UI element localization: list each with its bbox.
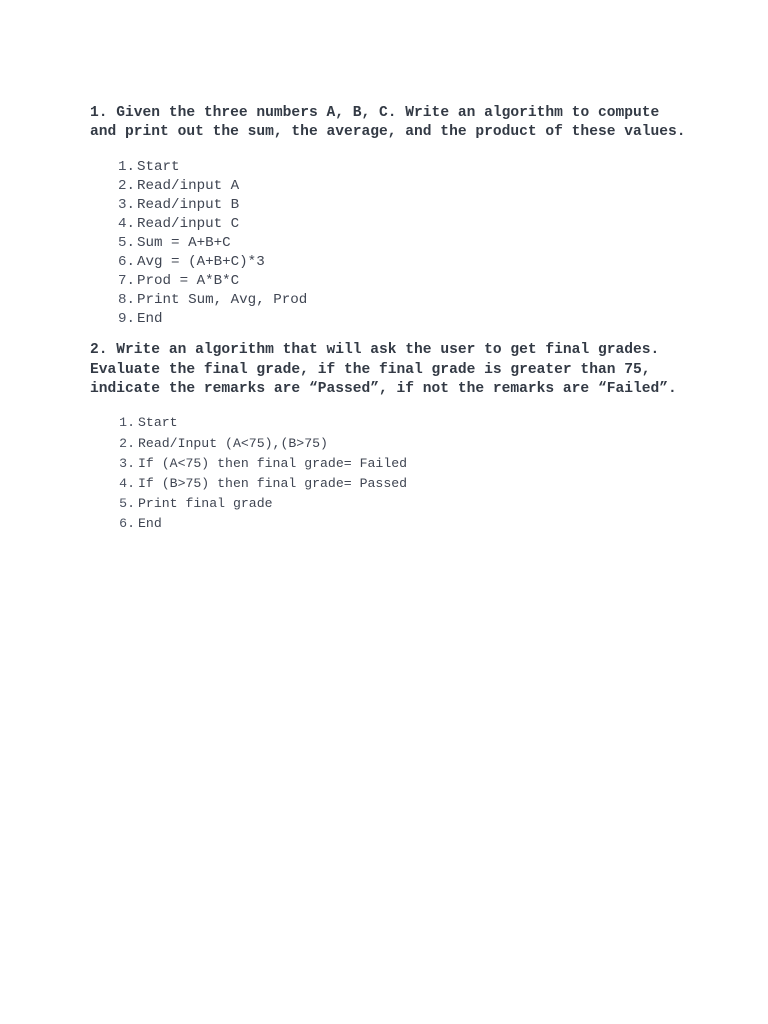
- step-text: If (A<75) then final grade= Failed: [138, 455, 408, 471]
- list-item: [90, 494, 690, 514]
- list-item: [90, 253, 690, 272]
- question-2-text: Write an algorithm that will ask the user to get final grades. Evaluate the final grade, if the final grade is greater than 75, indicate the remarks are “Passed”, if not the remarks are “Failed”.: [90, 342, 677, 398]
- step-number: 3.: [117, 196, 135, 213]
- list-item: [90, 291, 690, 310]
- step-number: 4.: [117, 215, 135, 232]
- step-number: 1.: [117, 158, 135, 175]
- step-text: Start: [137, 158, 180, 175]
- list-item: [90, 434, 690, 454]
- step-number: 8.: [117, 292, 135, 309]
- step-text: If (B>75) then final grade= Passed: [138, 475, 408, 491]
- step-number: 2.: [119, 435, 135, 451]
- step-number: 6.: [117, 254, 135, 271]
- list-item: [90, 215, 690, 234]
- list-item: [90, 234, 690, 253]
- list-item: [90, 413, 690, 433]
- step-text: Print final grade: [138, 496, 273, 512]
- question-1-number: 1.: [90, 105, 108, 121]
- question-2: [90, 341, 690, 399]
- step-text: Prod = A*B*C: [137, 273, 240, 290]
- step-number: 1.: [119, 415, 135, 431]
- list-item: [90, 474, 690, 494]
- list-item: [90, 310, 690, 329]
- question-1: [90, 104, 690, 143]
- list-item: [90, 514, 690, 534]
- list-item: [90, 454, 690, 474]
- question-1-text: Given the three numbers A, B, C. Write an algorithm to compute and print out the sum, the average, and the product of these values.: [90, 105, 686, 141]
- step-text: Read/input C: [137, 215, 240, 232]
- question-2-steps: [90, 413, 690, 534]
- step-number: 6.: [119, 516, 135, 532]
- step-text: End: [137, 311, 163, 328]
- step-number: 9.: [117, 311, 135, 328]
- question-1-steps: [90, 158, 690, 330]
- step-text: Sum = A+B+C: [137, 234, 231, 251]
- list-item: [90, 158, 690, 177]
- step-number: 5.: [119, 496, 135, 512]
- step-text: Read/input B: [137, 196, 240, 213]
- step-number: 7.: [117, 273, 135, 290]
- step-text: End: [138, 516, 162, 532]
- document-page: [90, 104, 690, 535]
- question-2-number: 2.: [90, 342, 108, 359]
- step-number: 4.: [119, 475, 135, 491]
- step-text: Start: [138, 415, 178, 431]
- list-item: [90, 272, 690, 291]
- step-text: Avg = (A+B+C)*3: [137, 254, 265, 271]
- step-number: 2.: [117, 177, 135, 194]
- step-text: Read/Input (A<75),(B>75): [138, 435, 328, 451]
- step-text: Read/input A: [137, 177, 240, 194]
- step-number: 3.: [119, 455, 135, 471]
- list-item: [90, 177, 690, 196]
- list-item: [90, 196, 690, 215]
- step-text: Print Sum, Avg, Prod: [137, 292, 308, 309]
- step-number: 5.: [117, 234, 135, 251]
